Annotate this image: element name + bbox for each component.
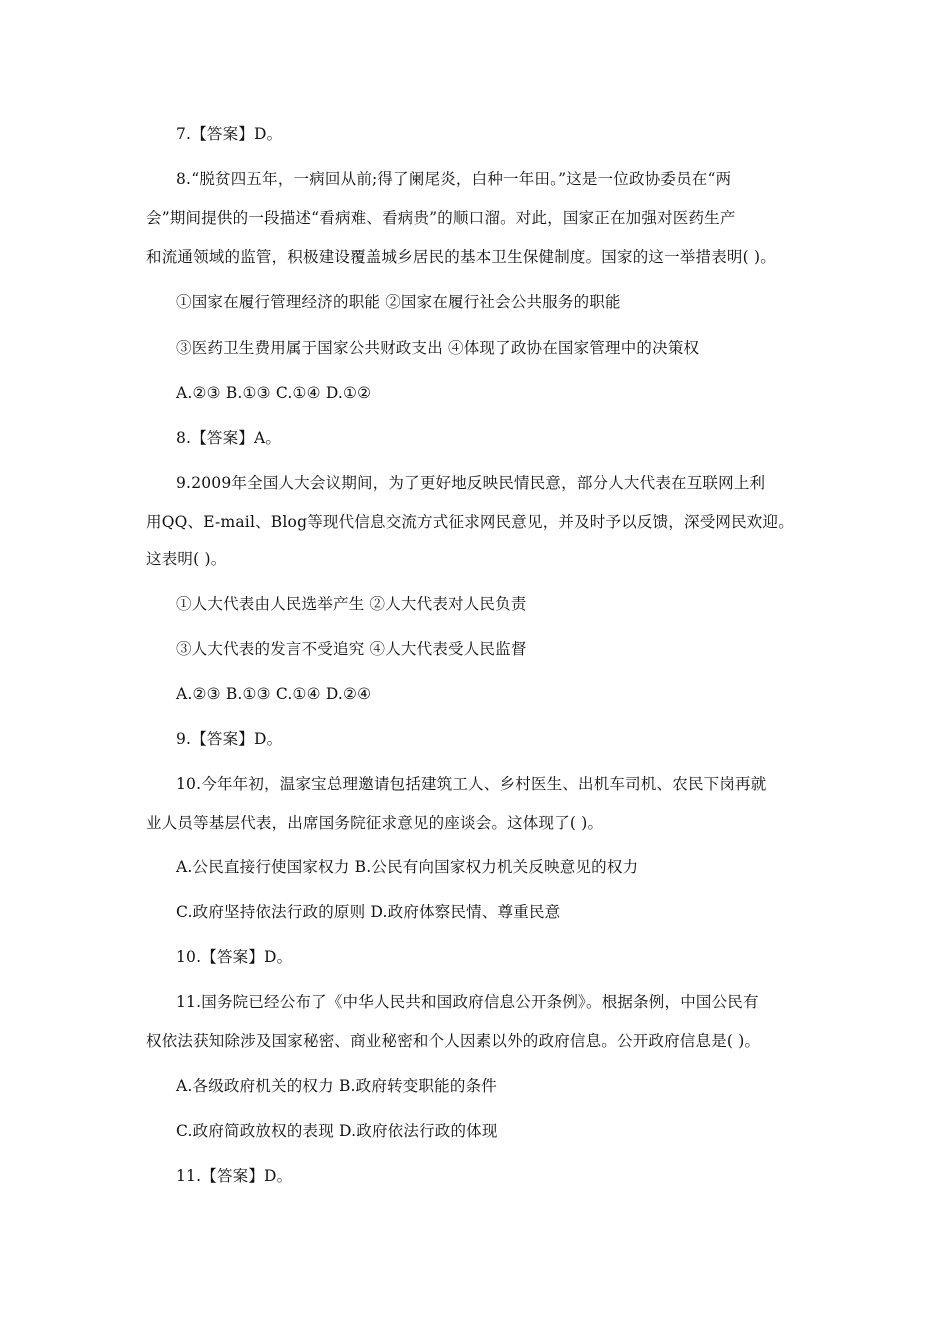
question-10-choices-row-2: C.政府坚持依法行政的原则 D.政府体察民情、尊重民意 [176, 903, 561, 921]
question-8-line-2: 会”期间提供的一段描述“看病难、看病贵”的顺口溜。对此，国家正在加强对医药生产 [146, 209, 736, 227]
question-11-choices-row-2: C.政府简政放权的表现 D.政府依法行政的体现 [176, 1122, 498, 1140]
question-8-line-1: 8.“脱贫四五年，一病回从前;得了阑尾炎，白种一年田。”这是一位政协委员在“两 [176, 170, 732, 188]
question-9-options-row-2: ③人大代表的发言不受追究 ④人大代表受人民监督 [176, 640, 527, 658]
question-9-options-row-1: ①人大代表由人民选举产生 ②人大代表对人民负责 [176, 595, 527, 613]
question-8-line-3: 和流通领域的监管，积极建设覆盖城乡居民的基本卫生保健制度。国家的这一举措表明( )。 [146, 248, 776, 266]
answer-8: 8.【答案】A。 [176, 429, 282, 447]
question-10-choices-row-1: A.公民直接行使国家权力 B.公民有向国家权力机关反映意见的权力 [176, 858, 639, 876]
answer-7: 7.【答案】D。 [176, 125, 283, 143]
answer-11: 11.【答案】D。 [176, 1167, 293, 1185]
question-11-line-2: 权依法获知除涉及国家秘密、商业秘密和个人因素以外的政府信息。公开政府信息是( )。 [146, 1032, 761, 1050]
question-8-choices: A.②③ B.①③ C.①④ D.①② [176, 384, 372, 402]
question-8-options-row-1: ①国家在履行管理经济的职能 ②国家在履行社会公共服务的职能 [176, 293, 621, 311]
question-8-options-row-2: ③医药卫生费用属于国家公共财政支出 ④体现了政协在国家管理中的决策权 [176, 339, 700, 357]
question-9-line-1: 9.2009年全国人大会议期间，为了更好地反映民情民意，部分人大代表在互联网上利 [176, 474, 766, 492]
answer-9: 9.【答案】D。 [176, 730, 283, 748]
question-9-line-2: 用QQ、E-mail、Blog等现代信息交流方式征求网民意见，并及时予以反馈，深受网民欢迎。 [146, 513, 794, 531]
question-10-line-2: 业人员等基层代表，出席国务院征求意见的座谈会。这体现了( )。 [146, 814, 604, 832]
question-10-line-1: 10.今年年初，温家宝总理邀请包括建筑工人、乡村医生、出机车司机、农民下岗再就 [176, 775, 767, 793]
question-9-choices: A.②③ B.①③ C.①④ D.②④ [176, 685, 372, 703]
question-11-choices-row-1: A.各级政府机关的权力 B.政府转变职能的条件 [176, 1077, 497, 1095]
question-9-line-3: 这表明( )。 [146, 550, 227, 568]
answer-10: 10.【答案】D。 [176, 948, 293, 966]
question-11-line-1: 11.国务院已经公布了《中华人民共和国政府信息公开条例》。根据条例，中国公民有 [176, 993, 759, 1011]
